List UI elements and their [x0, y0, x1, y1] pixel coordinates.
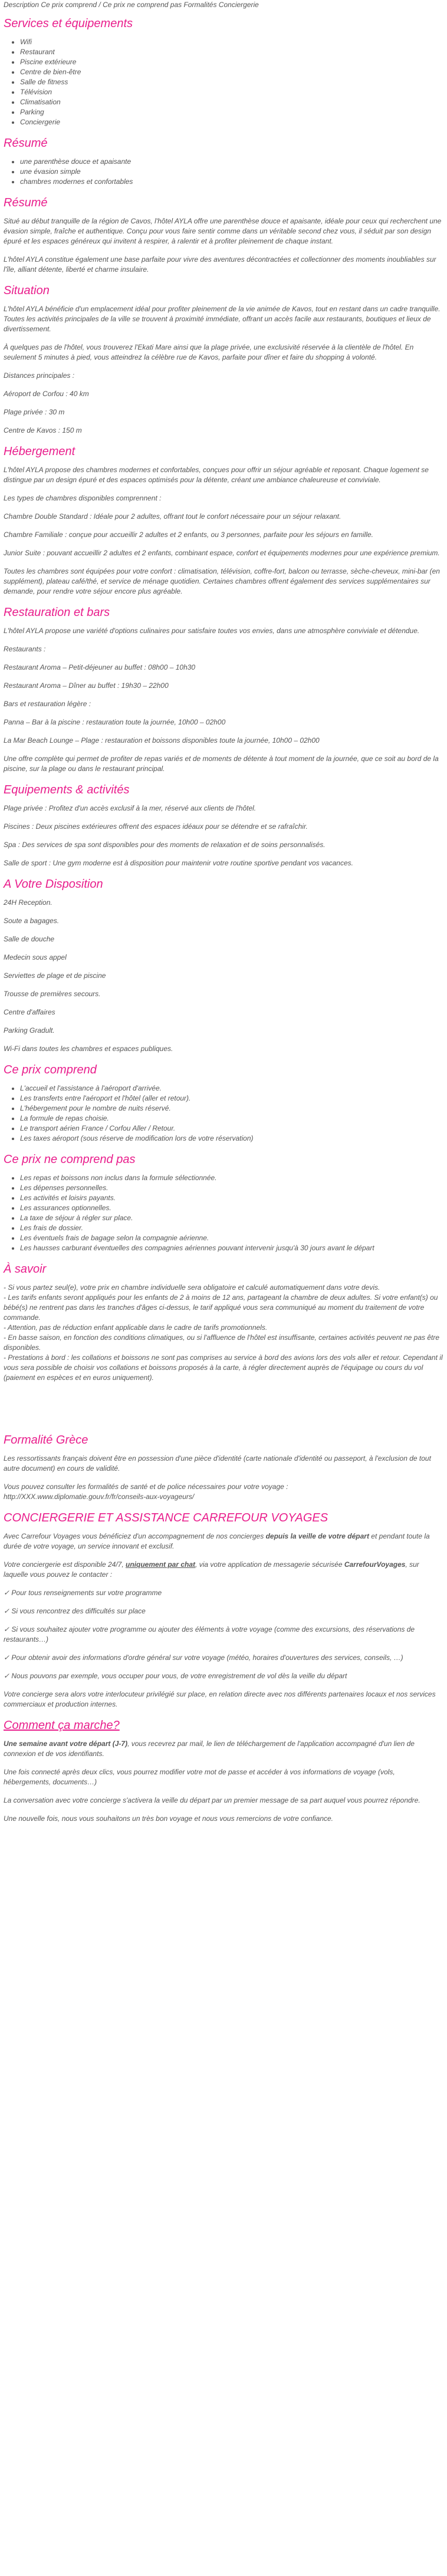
paragraph: Situé au début tranquille de la région de Cavos, l'hôtel AYLA offre une parenthèse douce et apaisante, idéale pour ceux qui recherchent une évasion simple, fraîche et authentique. Conçu pour vous faire sentir comme dans un véritable second chez vous, il séduit par son design épuré et les espaces généreux qui invitent à respirer, à ralentir et à profiter pleinement de chaque instant.	[4, 217, 442, 245]
list-item: • L'hébergement pour le nombre de nuits réservé.	[20, 1103, 444, 1114]
list-item: • Salle de fitness	[20, 77, 444, 87]
section-title-situation: Situation	[4, 284, 50, 297]
check-item: ✓ Pour tous renseignements sur votre programme	[4, 1589, 162, 1597]
paragraph: Votre concierge sera alors votre interlocuteur privilégié sur place, en relation directe avec nos différents partenaires locaux et nos services commerciaux et production internes.	[4, 1690, 436, 1708]
paragraph: Piscines : Deux piscines extérieures offrent des espaces idéaux pour se détendre et se rafraîchir.	[4, 822, 308, 831]
list-item: • Les activités et loisirs payants.	[20, 1193, 444, 1203]
list-item: • Piscine extérieure	[20, 57, 444, 67]
savoir-line: - Les tarifs enfants seront appliqués pour les enfants de 2 à moins de 12 ans, partageant la chambre de deux adultes. Si votre enfant(s) ou bébé(s) ne rentrent pas dans les tranches d'âges ci-dessus, le tarif appliqué vous sera communiqué au moment du traitement de votre commande.	[4, 1293, 438, 1322]
list-item: • Parking	[20, 107, 444, 117]
page-tabs-header: Description Ce prix comprend / Ce prix ne comprend pas Formalités Conciergerie	[4, 1, 259, 9]
list-item: • La taxe de séjour à régler sur place.	[20, 1213, 444, 1223]
paragraph	[4, 1739, 444, 1759]
paragraph: Spa : Des services de spa sont disponibles pour des moments de relaxation et de soins personnalisés.	[4, 841, 326, 849]
paragraph: L'hôtel AYLA constitue également une base parfaite pour vivre des aventures décontractées et collectionner des moments inoubliables sur l'île, alliant détente, liberté et charme insulaire.	[4, 255, 436, 274]
diplomatie-link[interactable]: http://XXX.www.diplomatie.gouv.fr/fr/conseils-aux-voyageurs/	[4, 1493, 195, 1501]
check-item: ✓ Si vous rencontrez des difficultés sur place	[4, 1607, 146, 1615]
resume-list	[4, 157, 444, 187]
paragraph: Une nouvelle fois, nous vous souhaitons un très bon voyage et nous vous remercions de votre confiance.	[4, 1814, 334, 1823]
paragraph: Bars et restauration légère :	[4, 700, 91, 708]
paragraph: Les ressortissants français doivent être en possession d'une pièce d'identité (carte nationale d'identité ou passeport, à l'exclusion de tout autre document) en cours de validité.	[4, 1454, 431, 1473]
text-fragment: et pendant toute la durée de votre voyage, un service innovant et exclusif.	[4, 1532, 430, 1550]
check-item: ✓ Nous pouvons par exemple, vous occuper pour vous, de votre enregistrement de vol dès la veille du départ	[4, 1672, 347, 1680]
list-item: • une évasion simple	[20, 167, 444, 177]
list-item: • chambres modernes et confortables	[20, 177, 444, 187]
section-title-formalite: Formalité Grèce	[4, 1434, 88, 1447]
text-fragment: , sur laquelle vous pouvez le contacter :	[4, 1560, 419, 1579]
section-title-services: Services et équipements	[4, 17, 133, 30]
section-title-equipements: Equipements & activités	[4, 783, 130, 796]
paragraph: Salle de sport : Une gym moderne est à disposition pour maintenir votre routine sportive pendant vos vacances.	[4, 859, 353, 867]
paragraph: L'hôtel AYLA propose une variété d'options culinaires pour satisfaire toutes vos envies, dans une atmosphère conviviale et détendue.	[4, 627, 420, 635]
section-title-resume-2: Résumé	[4, 196, 48, 209]
services-list	[4, 37, 444, 127]
paragraph: Centre d'affaires	[4, 1008, 55, 1016]
section-title-ne-comprend: Ce prix ne comprend pas	[4, 1153, 136, 1166]
paragraph: L'hôtel AYLA propose des chambres modernes et confortables, conçues pour offrir un séjour agréable et reposant. Chaque logement se distingue par un design épuré et des espaces optimisés pour la détente, créant une ambiance chaleureuse et conviviale.	[4, 466, 429, 484]
section-title-hebergement: Hébergement	[4, 445, 75, 458]
paragraph: 24H Reception.	[4, 898, 52, 907]
paragraph: Distances principales :	[4, 371, 75, 380]
paragraph: Centre de Kavos : 150 m	[4, 426, 82, 434]
formalite-intro: Vous pouvez consulter les formalités de santé et de police nécessaires pour votre voyage :	[4, 1483, 288, 1491]
paragraph: Medecin sous appel	[4, 953, 67, 961]
check-item: ✓ Pour obtenir avoir des informations d'ordre général sur votre voyage (météo, horaires d'ouvertures des services, conseils, …)	[4, 1653, 403, 1662]
section-title-resume: Résumé	[4, 137, 48, 150]
savoir-line: - Si vous partez seul(e), votre prix en chambre individuelle sera obligatoire et calculé automatiquement dans votre devis.	[4, 1283, 380, 1292]
list-item: • Les éventuels frais de bagage selon la compagnie aérienne.	[20, 1233, 444, 1243]
list-item: • Les dépenses personnelles.	[20, 1183, 444, 1193]
paragraph: Soute a bagages.	[4, 917, 60, 925]
list-item: • L'accueil et l'assistance à l'aéroport d'arrivée.	[20, 1083, 444, 1093]
savoir-line: - Attention, pas de réduction enfant applicable dans le cadre de tarifs promotionnels.	[4, 1323, 268, 1332]
list-item: • Les hausses carburant éventuelles des compagnies aériennes pouvant intervenir jusqu'à 30 jours avant le départ	[20, 1243, 444, 1253]
paragraph: Plage privée : 30 m	[4, 408, 65, 416]
list-item: • La formule de repas choisie.	[20, 1114, 444, 1124]
paragraph	[4, 1482, 444, 1502]
text-fragment: , via votre application de messagerie sécurisée	[195, 1560, 344, 1569]
section-title-comprend: Ce prix comprend	[4, 1063, 97, 1076]
paragraph: Panna – Bar à la piscine : restauration toute la journée, 10h00 – 02h00	[4, 718, 226, 726]
paragraph: L'hôtel AYLA bénéficie d'un emplacement idéal pour profiter pleinement de la vie animée de Kavos, tout en restant dans un cadre tranquille. Toutes les activités principales de la ville se trouvent à proximité immédiate, offrant un accès facile aux restaurants, boutiques et lieux de divertissement.	[4, 305, 441, 333]
text-underline: uniquement par chat	[126, 1560, 196, 1569]
paragraph	[4, 1560, 444, 1580]
paragraph: Toutes les chambres sont équipées pour votre confort : climatisation, télévision, coffre-fort, balcon ou terrasse, sèche-cheveux, mini-bar (en supplément), plateau café/thé, et service de ménage quotidien. Certaines chambres offrent également des services supplémentaires sur demande, pour rendre votre séjour encore plus agréable.	[4, 567, 440, 595]
section-title-savoir: À savoir	[4, 1263, 47, 1276]
paragraph: Une fois connecté après deux clics, vous pourrez modifier votre mot de passe et accéder à vos informations de voyage (vols, hébergements, documents…)	[4, 1768, 395, 1786]
paragraph: Plage privée : Profitez d'un accès exclusif à la mer, réservé aux clients de l'hôtel.	[4, 804, 257, 812]
paragraph: Salle de douche	[4, 935, 55, 943]
comprend-list	[4, 1083, 444, 1144]
savoir-block	[4, 1283, 444, 1383]
savoir-line: - En basse saison, en fonction des conditions climatiques, ou si l'affluence de l'hôtel est insuffisante, certaines activités peuvent ne pas être disponibles.	[4, 1333, 440, 1352]
list-item: • une parenthèse douce et apaisante	[20, 157, 444, 167]
section-title-restauration: Restauration et bars	[4, 606, 110, 619]
paragraph: Restaurant Aroma – Dîner au buffet : 19h30 – 22h00	[4, 681, 169, 690]
paragraph: Serviettes de plage et de piscine	[4, 971, 106, 980]
list-item: • Les frais de dossier.	[20, 1223, 444, 1233]
list-item: • Conciergerie	[20, 117, 444, 127]
text-bold: depuis la veille de votre départ	[265, 1532, 369, 1540]
list-item: • Centre de bien-être	[20, 67, 444, 77]
paragraph: La conversation avec votre concierge s'activera la veille du départ par un premier message de sa part auquel vous pourrez répondre.	[4, 1796, 420, 1804]
paragraph: Wi-Fi dans toutes les chambres et espaces publiques.	[4, 1045, 173, 1053]
list-item: • Restaurant	[20, 47, 444, 57]
text-fragment: Avec Carrefour Voyages vous bénéficiez d'un accompagnement de nos concierges	[4, 1532, 266, 1540]
paragraph: Aéroport de Corfou : 40 km	[4, 390, 89, 398]
text-fragment: Votre conciergerie est disponible 24/7,	[4, 1560, 126, 1569]
paragraph: Restaurants :	[4, 645, 46, 653]
paragraph: Restaurant Aroma – Petit-déjeuner au buffet : 08h00 – 10h30	[4, 663, 196, 671]
paragraph: La Mar Beach Lounge – Plage : restauration et boissons disponibles toute la journée, 10h00 – 02h00	[4, 736, 320, 745]
section-title-disposition: A Votre Disposition	[4, 878, 103, 891]
text-bold: CarrefourVoyages	[344, 1560, 406, 1569]
text-fragment: , vous recevrez par mail, le lien de téléchargement de l'application accompagné d'un lien de connexion et de vos identifiants.	[4, 1740, 415, 1758]
check-item: ✓ Si vous souhaitez ajouter votre programme ou ajouter des éléments à votre voyage (comme des excursions, des réservations de restaurants…)	[4, 1625, 415, 1643]
paragraph	[4, 1531, 444, 1551]
paragraph: À quelques pas de l'hôtel, vous trouverez l'Ekati Mare ainsi que la plage privée, une exclusivité réservée à la clientèle de l'hôtel. En seulement 5 minutes à pied, vous atteindrez la célèbre rue de Kavos, parfaite pour dîner et faire du shopping à volonté.	[4, 343, 414, 361]
list-item: • Télévision	[20, 87, 444, 97]
paragraph: Les types de chambres disponibles comprennent :	[4, 494, 162, 502]
paragraph: Junior Suite : pouvant accueillir 2 adultes et 2 enfants, combinant espace, confort et équipements modernes pour une expérience premium.	[4, 549, 440, 557]
paragraph: Parking Gradult.	[4, 1026, 55, 1035]
ne-comprend-list	[4, 1173, 444, 1253]
savoir-line: - Prestations à bord : les collations et boissons ne sont pas comprises au service à bord des avions lors des vols aller et retour. Cependant il vous sera possible de choisir vos collations et boissons proposés à la carte, à régler directement auprès de l'équipage ou cours du vol (paiement en espèces et en euros uniquement).	[4, 1353, 443, 1382]
paragraph: Chambre Double Standard : Idéale pour 2 adultes, offrant tout le confort nécessaire pour un séjour relaxant.	[4, 512, 341, 521]
spacer	[4, 1391, 444, 1427]
paragraph: Chambre Familiale : conçue pour accueillir 2 adultes et 2 enfants, ou 3 personnes, parfaite pour les séjours en famille.	[4, 531, 374, 539]
list-item: • Les transferts entre l'aéroport et l'hôtel (aller et retour).	[20, 1093, 444, 1103]
list-item: • Les assurances optionnelles.	[20, 1203, 444, 1213]
text-bold: Une semaine avant votre départ (J-7)	[4, 1740, 128, 1748]
paragraph: Trousse de premières secours.	[4, 990, 101, 998]
list-item: • Les taxes aéroport (sous réserve de modification lors de votre réservation)	[20, 1134, 444, 1144]
list-item: • Le transport aérien France / Corfou Aller / Retour.	[20, 1124, 444, 1134]
section-title-comment: Comment ça marche?	[4, 1719, 120, 1732]
list-item: • Les repas et boissons non inclus dans la formule sélectionnée.	[20, 1173, 444, 1183]
paragraph: Une offre complète qui permet de profiter de repas variés et de moments de détente à tout moment de la journée, que ce soit au bord de la piscine, sur la plage ou dans le restaurant principal.	[4, 755, 439, 773]
section-title-conciergerie: CONCIERGERIE ET ASSISTANCE CARREFOUR VOYAGES	[4, 1511, 328, 1524]
list-item: • Climatisation	[20, 97, 444, 107]
list-item: • Wifi	[20, 37, 444, 47]
